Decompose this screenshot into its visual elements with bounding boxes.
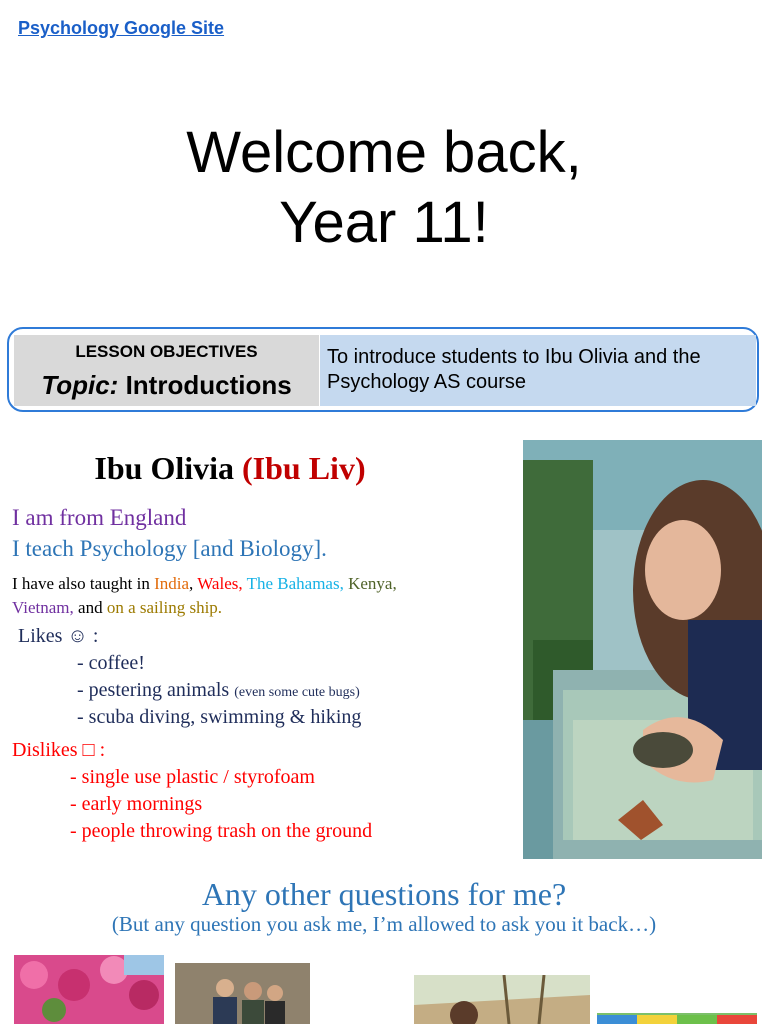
title-line-2: Year 11!	[279, 190, 489, 255]
nickname: (Ibu Liv)	[242, 450, 366, 486]
dislikes-label: Dislikes □ :	[12, 739, 106, 761]
like-item	[77, 679, 360, 702]
flowers-photo-illustration	[14, 955, 164, 1024]
page-title	[0, 118, 768, 258]
dislike-item: - single use plastic / styrofoam	[70, 766, 315, 788]
outdoor-photo	[414, 975, 590, 1024]
teach-line: I teach Psychology [and Biology].	[12, 536, 327, 561]
objectives-heading: LESSON OBJECTIVES	[75, 342, 258, 361]
topic-value: Introductions	[125, 370, 292, 400]
place-vietnam: Vietnam,	[12, 598, 74, 617]
colorful-photo	[597, 1013, 757, 1024]
like-item-note: (even some cute bugs)	[234, 685, 360, 700]
questions-subtext: (But any question you ask me, I’m allowed to ask you it back…)	[111, 912, 657, 936]
questions-heading: Any other questions for me?	[201, 876, 567, 912]
from-line: I am from England	[12, 505, 187, 530]
title-line-1: Welcome back,	[186, 120, 582, 185]
flowers-photo	[14, 955, 164, 1024]
teacher-name	[0, 450, 460, 487]
and-word: and	[78, 598, 103, 617]
turtle-photo-illustration	[523, 440, 762, 859]
place-kenya: Kenya,	[348, 574, 397, 593]
place-sailing-ship: on a sailing ship.	[106, 598, 223, 617]
likes-label: Likes ☺ :	[18, 625, 99, 647]
objectives-topic	[14, 370, 319, 401]
colorful-photo-illustration	[597, 1015, 757, 1024]
psychology-google-site-link[interactable]: Psychology Google Site	[18, 18, 225, 38]
teacher-turtle-photo	[523, 440, 762, 859]
dislike-item: - people throwing trash on the ground	[70, 820, 373, 842]
group-photo	[175, 963, 310, 1024]
like-item-text: - pestering animals	[77, 679, 230, 701]
like-item: - scuba diving, swimming & hiking	[77, 706, 362, 728]
dislike-item: - early mornings	[70, 793, 203, 815]
topic-label: Topic:	[41, 370, 119, 400]
place-india: India	[154, 574, 190, 593]
objectives-text: To introduce students to Ibu Olivia and the Psychology AS course	[327, 346, 701, 393]
taught-places: I have also taught in India, Wales, The Bahamas, Kenya, Vietnam, and on a sailing ship.	[12, 574, 397, 617]
place-wales: Wales,	[197, 574, 243, 593]
taught-prefix: I have also taught in	[12, 574, 150, 593]
place-bahamas: The Bahamas,	[246, 574, 344, 593]
name: Ibu Olivia	[94, 450, 234, 486]
like-item: - coffee!	[77, 652, 145, 674]
group-photo-illustration	[175, 963, 310, 1024]
outdoor-photo-illustration	[414, 975, 590, 1024]
